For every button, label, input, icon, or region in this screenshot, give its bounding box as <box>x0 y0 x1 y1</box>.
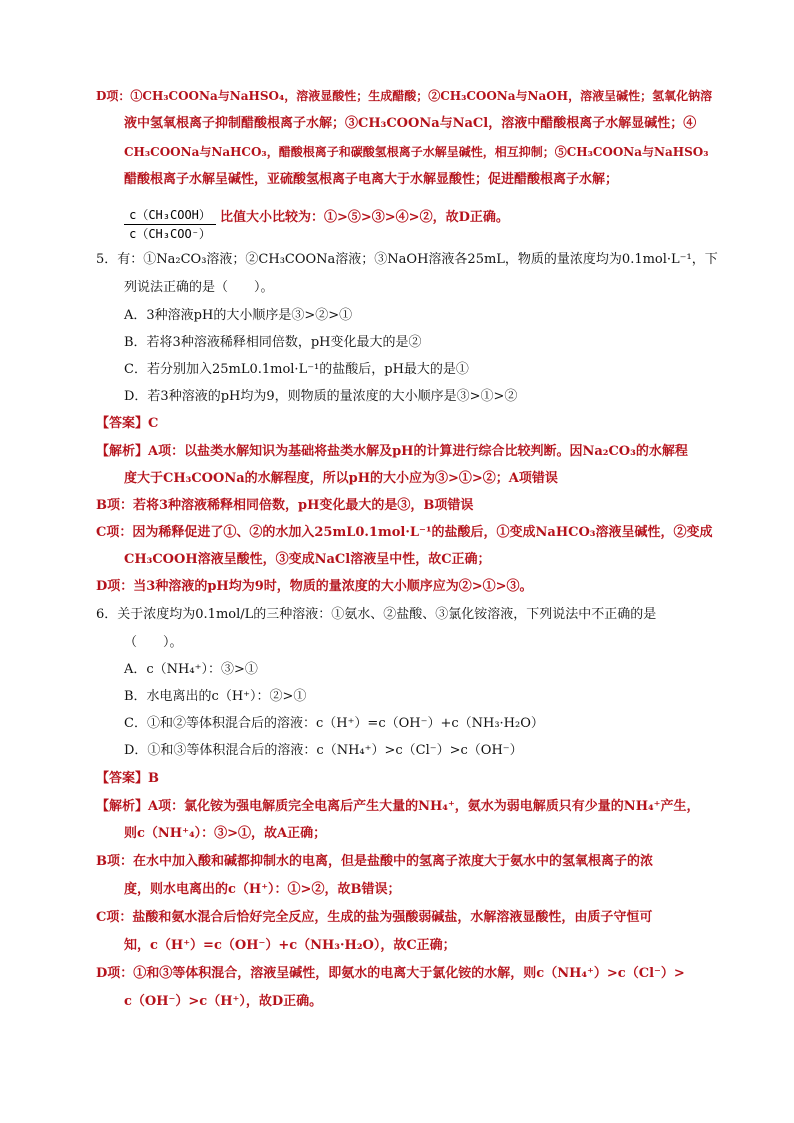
ratio-fraction <box>124 207 216 242</box>
text-line: C项：因为稀释促进了①、②的水加入25mL0.1mol·L⁻¹的盐酸后，①变成NaHCO₃溶液呈碱性，②变成 <box>96 525 713 540</box>
text-line: 知，c（H⁺）=c（OH⁻）+c（NH₃·H₂O），故C正确； <box>124 938 456 953</box>
text-line: CH₃COOH溶液呈酸性，③变成NaCl溶液呈中性，故C正确； <box>124 552 491 567</box>
text-line: B项：在水中加入酸和碱都抑制水的电离，但是盐酸中的氢离子浓度大于氨水中的氢氧根离子的浓 <box>96 854 653 869</box>
text-line: C．若分别加入25mL0.1mol·L⁻¹的盐酸后，pH最大的是① <box>124 362 469 377</box>
text-line: c（OH⁻）>c（H⁺），故D正确。 <box>124 994 323 1009</box>
text-line: D项：当3种溶液的pH均为9时，物质的量浓度的大小顺序应为②>①>③。 <box>96 579 533 594</box>
text-line: A．3种溶液pH的大小顺序是③>②>① <box>124 308 353 323</box>
text-line: 度，则水电离出的c（H⁺）：①>②，故B错误； <box>124 882 401 897</box>
text-line: B项：若将3种溶液稀释相同倍数，pH变化最大的是③，B项错误 <box>96 498 474 513</box>
text-line: C．①和②等体积混合后的溶液：c（H⁺）=c（OH⁻）+c（NH₃·H₂O） <box>124 716 544 731</box>
text-line: B．水电离出的c（H⁺）：②>① <box>124 689 307 704</box>
text-line: C项：盐酸和氨水混合后恰好完全反应，生成的盐为强酸弱碱盐，水解溶液显酸性，由质子守恒可 <box>96 910 653 925</box>
text-line: 5．有：①Na₂CO₃溶液；②CH₃COONa溶液；③NaOH溶液各25mL，物质的量浓度均为0.1mol·L⁻¹，下 <box>96 252 718 267</box>
text-line: A．c（NH₄⁺）：③>① <box>124 662 258 677</box>
text-line: D项：①CH₃COONa与NaHSO₄，溶液显酸性；生成醋酸；②CH₃COONa与NaOH，溶液呈碱性；氢氧化钠溶 <box>96 89 713 103</box>
text-line: 比值大小比较为：①>⑤>③>④>②，故D正确。 <box>220 210 509 225</box>
text-line: 【解析】A项：氯化铵为强电解质完全电离后产生大量的NH₄⁺，氨水为弱电解质只有少量的NH₄⁺产生， <box>96 799 700 814</box>
fraction-denominator: c（CH₃COO⁻） <box>129 227 211 241</box>
text-line: CH₃COONa与NaHCO₃，醋酸根离子和碳酸氢根离子水解呈碱性，相互抑制；⑤CH₃COONa与NaHSO₃ <box>124 145 709 159</box>
text-line: 醋酸根离子水解呈碱性，亚硫酸氢根离子电离大于水解显酸性；促进醋酸根离子水解； <box>124 172 619 187</box>
text-line: 则c（NH⁺₄）：③>①，故A正确； <box>124 826 327 841</box>
fraction-numerator: c（CH₃COOH） <box>124 207 216 225</box>
text-line: D．①和③等体积混合后的溶液：c（NH₄⁺）>c（Cl⁻）>c（OH⁻） <box>124 743 523 758</box>
text-line: （ ）。 <box>124 635 183 650</box>
text-line: 【答案】B <box>96 771 159 786</box>
text-line: D．若3种溶液的pH均为9，则物质的量浓度的大小顺序是③>①>② <box>124 389 518 404</box>
text-line: 列说法正确的是（ ）。 <box>124 280 274 295</box>
text-line: 【答案】C <box>96 416 159 431</box>
text-line: D项：①和③等体积混合，溶液呈碱性，即氨水的电离大于氯化铵的水解，则c（NH₄⁺）>c（Cl⁻）> <box>96 966 685 981</box>
text-line: 度大于CH₃COONa的水解程度，所以pH的大小应为③>①>②；A项错误 <box>124 471 558 486</box>
text-line: 6．关于浓度均为0.1mol/L的三种溶液：①氨水、②盐酸、③氯化铵溶液，下列说法中不正确的是 <box>96 607 657 622</box>
text-line: 【解析】A项：以盐类水解知识为基础将盐类水解及pH的计算进行综合比较判断。因Na₂CO₃的水解程 <box>96 444 688 459</box>
text-line: 液中氢氧根离子抑制醋酸根离子水解；③CH₃COONa与NaCl，溶液中醋酸根离子水解显碱性；④ <box>124 116 697 131</box>
text-line: B．若将3种溶液稀释相同倍数，pH变化最大的是② <box>124 335 422 350</box>
